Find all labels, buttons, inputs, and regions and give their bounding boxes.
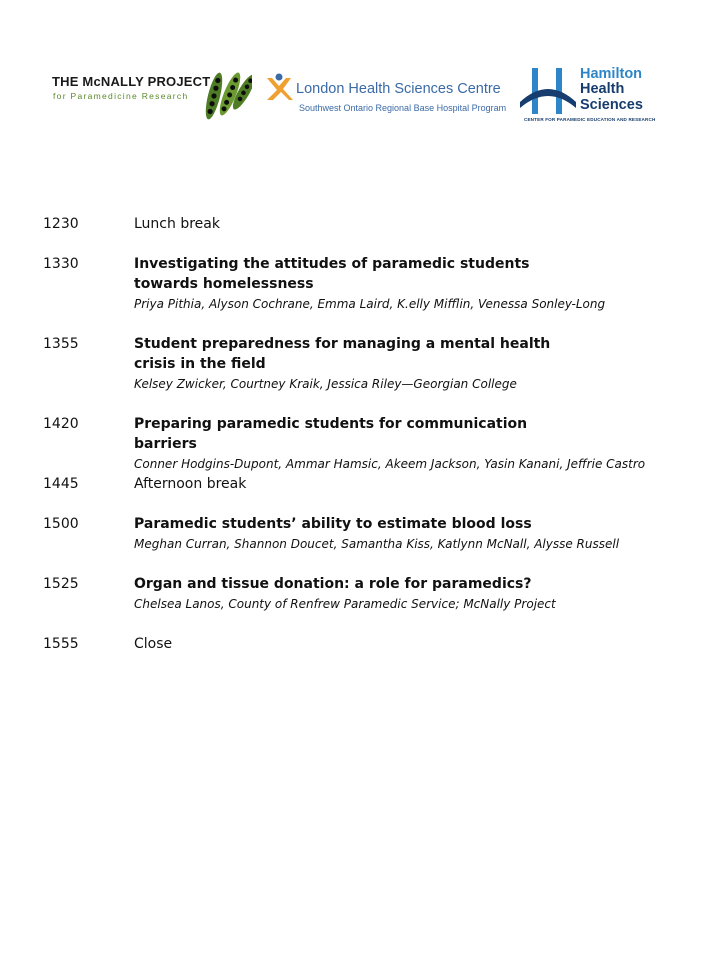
entry-authors: Chelsea Lanos, County of Renfrew Paramedic Service; McNally Project [134,597,556,611]
hhs-logo-line3: Sciences [580,97,643,113]
schedule-list [43,214,683,674]
hhs-logo-line2: Health [580,81,625,97]
schedule-entry [43,574,683,634]
schedule-entry [43,254,683,334]
entry-authors: Priya Pithia, Alyson Cochrane, Emma Laird, K.elly Mifflin, Venessa Sonley-Long [134,297,606,311]
schedule-entry [43,414,683,474]
mcnally-project-logo [52,66,257,126]
schedule-entry [43,634,683,674]
entry-time: 1500 [43,516,79,532]
hhs-logo-subtitle: CENTER FOR PARAMEDIC EDUCATION AND RESEARCH [524,117,656,122]
entry-authors: Meghan Curran, Shannon Doucet, Samantha Kiss, Katlynn McNall, Alysse Russell [134,537,620,551]
schedule-entry [43,474,683,514]
entry-time: 1330 [43,256,79,272]
entry-title: Close [134,636,173,652]
entry-time: 1555 [43,636,79,652]
lhsc-logo [264,72,509,122]
lhsc-mark-icon [264,72,294,102]
entry-title: Student preparedness for managing a mental health crisis in the field [134,336,551,372]
pea-pods-icon [202,66,252,124]
lhsc-logo-name: London Health Sciences Centre [296,81,501,97]
entry-time: 1445 [43,476,79,492]
entry-time: 1230 [43,216,79,232]
entry-title: Investigating the attitudes of paramedic students towards homelessness [134,256,530,292]
entry-title: Lunch break [134,216,220,232]
schedule-entry [43,214,683,254]
entry-time: 1420 [43,416,79,432]
entry-authors: Kelsey Zwicker, Courtney Kraik, Jessica Riley—Georgian College [134,377,517,391]
entry-title: Organ and tissue donation: a role for paramedics? [134,576,532,592]
hhs-logo-line1: Hamilton [580,66,643,82]
lhsc-logo-subtitle: Southwest Ontario Regional Base Hospital Program [299,103,507,113]
entry-title: Afternoon break [134,476,247,492]
entry-time: 1525 [43,576,79,592]
entry-title: Preparing paramedic students for communication barriers [134,416,528,452]
hamilton-health-sciences-logo [518,64,663,128]
entry-authors: Conner Hodgins-Dupont, Ammar Hamsic, Akeem Jackson, Yasin Kanani, Jeffrie Castro [134,457,646,471]
mcnally-logo-subtitle: for Paramedicine Research [53,91,189,101]
mcnally-logo-title: THE McNALLY PROJECT [52,74,211,89]
schedule-entry [43,514,683,574]
schedule-entry [43,334,683,414]
hhs-arch-icon [518,66,578,116]
entry-title: Paramedic students’ ability to estimate blood loss [134,516,532,532]
entry-time: 1355 [43,336,79,352]
